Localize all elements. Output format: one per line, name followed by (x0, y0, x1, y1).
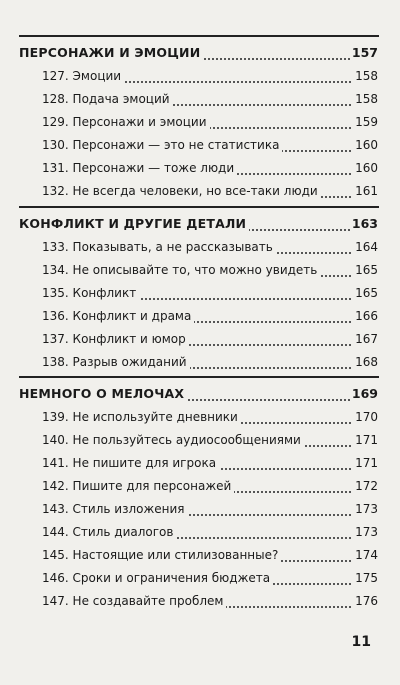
toc-entry[interactable] (0, 182, 400, 200)
toc-entry[interactable] (0, 546, 400, 564)
section-divider (19, 206, 379, 208)
entry-page-number: 171 (355, 456, 378, 470)
toc-entry[interactable] (0, 523, 400, 541)
entry-title: 146. Сроки и ограничения бюджета (42, 569, 273, 587)
entry-title: 136. Конфликт и драма (42, 307, 194, 325)
toc-entry[interactable] (0, 408, 400, 426)
toc-entry[interactable] (0, 159, 400, 177)
section-page-number: 169 (351, 386, 378, 401)
entry-title: 143. Стиль изложения (42, 500, 188, 518)
entry-title: 128. Подача эмоций (42, 90, 173, 108)
entry-page-number: 172 (355, 479, 378, 493)
toc-entry[interactable] (0, 330, 400, 348)
section-title: КОНФЛИКТ И ДРУГИЕ ДЕТАЛИ (19, 215, 249, 233)
entry-page-number: 166 (355, 309, 378, 323)
entry-page-number: 170 (355, 410, 378, 424)
entry-title: 137. Конфликт и юмор (42, 330, 189, 348)
entry-title: 129. Персонажи и эмоции (42, 113, 210, 131)
toc-entry[interactable] (0, 136, 400, 154)
section-divider (19, 35, 379, 37)
section-title: НЕМНОГО О МЕЛОЧАХ (19, 385, 187, 403)
section-page-number: 157 (351, 45, 378, 60)
toc-entry[interactable] (0, 113, 400, 131)
entry-title: 144. Стиль диалогов (42, 523, 176, 541)
entry-page-number: 159 (355, 115, 378, 129)
entry-page-number: 158 (355, 69, 378, 83)
toc-entry[interactable] (0, 477, 400, 495)
entry-title: 134. Не описывайте то, что можно увидеть (42, 261, 320, 279)
entry-title: 145. Настоящие или стилизованные? (42, 546, 281, 564)
toc-entry[interactable] (0, 90, 400, 108)
entry-page-number: 173 (355, 525, 378, 539)
entry-title: 142. Пишите для персонажей (42, 477, 234, 495)
section-page-number: 163 (351, 216, 378, 231)
toc-entry[interactable] (0, 307, 400, 325)
toc-entry[interactable] (0, 431, 400, 449)
entry-page-number: 164 (355, 240, 378, 254)
entry-page-number: 165 (355, 263, 378, 277)
entry-page-number: 161 (355, 184, 378, 198)
entry-page-number: 160 (355, 161, 378, 175)
entry-page-number: 158 (355, 92, 378, 106)
entry-page-number: 175 (355, 571, 378, 585)
toc-entry[interactable] (0, 500, 400, 518)
section-heading[interactable] (0, 215, 400, 233)
entry-page-number: 167 (355, 332, 378, 346)
entry-title: 133. Показывать, а не рассказывать (42, 238, 276, 256)
entry-page-number: 168 (355, 355, 378, 369)
toc-entry[interactable] (0, 261, 400, 279)
entry-page-number: 160 (355, 138, 378, 152)
entry-title: 138. Разрыв ожиданий (42, 353, 190, 371)
section-heading[interactable] (0, 44, 400, 62)
toc-entry[interactable] (0, 238, 400, 256)
section-heading[interactable] (0, 385, 400, 403)
toc-entry[interactable] (0, 353, 400, 371)
page-number: 11 (351, 634, 371, 650)
entry-page-number: 171 (355, 433, 378, 447)
entry-page-number: 165 (355, 286, 378, 300)
entry-title: 132. Не всегда человеки, но все-таки люди (42, 182, 321, 200)
entry-title: 140. Не пользуйтесь аудиосообщениями (42, 431, 304, 449)
toc-entry[interactable] (0, 592, 400, 610)
toc-entry[interactable] (0, 284, 400, 302)
entry-title: 147. Не создавайте проблем (42, 592, 226, 610)
entry-title: 139. Не используйте дневники (42, 408, 241, 426)
entry-title: 130. Персонажи — это не статистика (42, 136, 282, 154)
entry-title: 131. Персонажи — тоже люди (42, 159, 237, 177)
section-title: ПЕРСОНАЖИ И ЭМОЦИИ (19, 44, 203, 62)
entry-title: 141. Не пишите для игрока (42, 454, 219, 472)
toc-entry[interactable] (0, 569, 400, 587)
entry-title: 135. Конфликт (42, 284, 139, 302)
toc-entry[interactable] (0, 67, 400, 85)
entry-page-number: 176 (355, 594, 378, 608)
toc-entry[interactable] (0, 454, 400, 472)
entry-page-number: 174 (355, 548, 378, 562)
entry-title: 127. Эмоции (42, 67, 124, 85)
section-divider (19, 376, 379, 378)
entry-page-number: 173 (355, 502, 378, 516)
